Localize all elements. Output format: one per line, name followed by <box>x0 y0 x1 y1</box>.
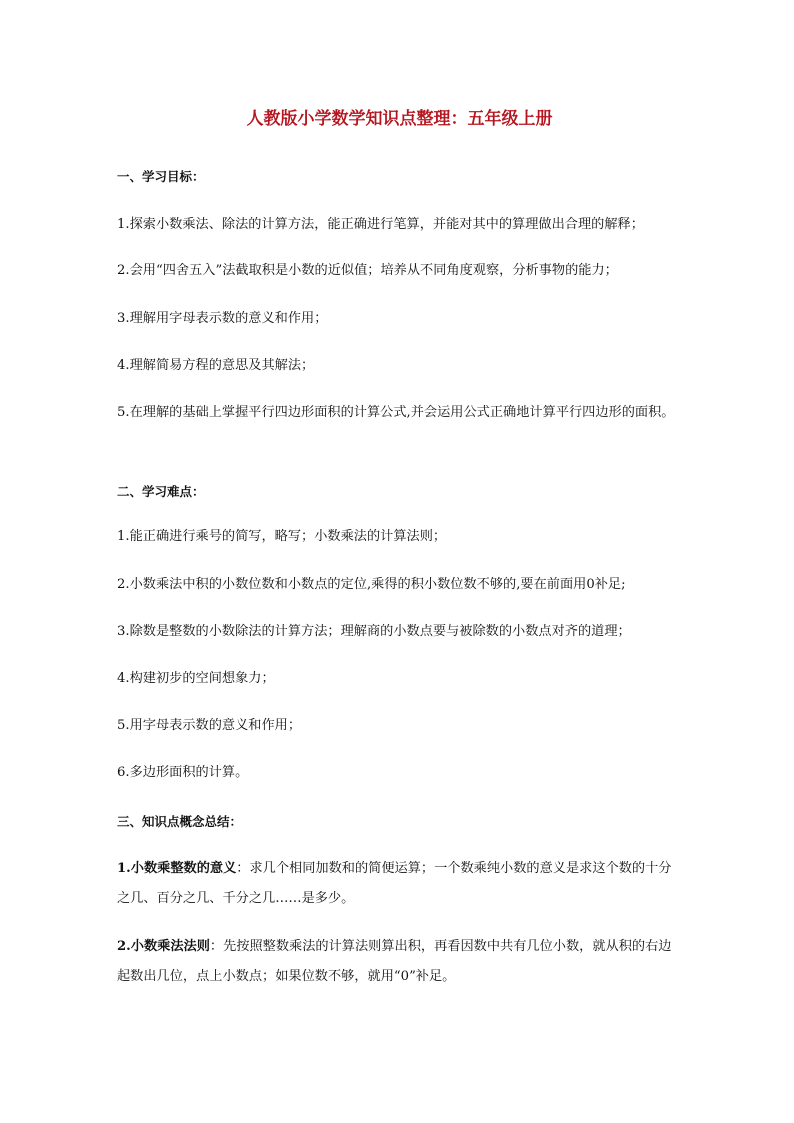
goal-item-1: 1.探索小数乘法、除法的计算方法，能正确进行笔算，并能对其中的算理做出合理的解释； <box>117 217 644 232</box>
difficulty-item-3: 3.除数是整数的小数除法的计算方法；理解商的小数点要与被除数的小数点对齐的道理； <box>117 624 631 639</box>
section-heading-difficulties: 二、学习难点： <box>117 484 205 499</box>
goal-item-2: 2.会用“四舍五入”法截取积是小数的近似值；培养从不同角度观察，分析事物的能力； <box>117 263 618 278</box>
difficulty-item-2: 2.小数乘法中积的小数位数和小数点的定位,乘得的积小数位数不够的,要在前面用0补足; <box>117 577 626 592</box>
section-heading-concepts: 三、知识点概念总结： <box>117 814 243 829</box>
section-heading-goals: 一、学习目标： <box>117 169 205 184</box>
difficulty-item-1: 1.能正确进行乘号的简写，略写；小数乘法的计算法则； <box>117 529 447 544</box>
concept-item-2 <box>117 932 677 992</box>
concept-term: 1.小数乘整数的意义 <box>117 861 237 876</box>
goal-item-4: 4.理解简易方程的意思及其解法； <box>117 358 315 373</box>
goal-item-3: 3.理解用字母表示数的意义和作用； <box>117 311 328 326</box>
concept-item-1 <box>117 854 677 914</box>
concept-text: ：先按照整数乘法的计算法则算出积，再看因数中共有几位小数，就从积的右边起数出几位，点上小数点；如果位数不够，就用“0”补足。 <box>117 939 672 984</box>
concept-term: 2.小数乘法法则 <box>117 939 210 954</box>
document-title: 人教版小学数学知识点整理：五年级上册 <box>246 109 553 129</box>
difficulty-item-6: 6.多边形面积的计算。 <box>117 765 249 780</box>
difficulty-item-4: 4.构建初步的空间想象力； <box>117 671 275 686</box>
goal-item-5: 5.在理解的基础上掌握平行四边形面积的计算公式,并会运用公式正确地计算平行四边形的面积。 <box>117 405 675 420</box>
difficulty-item-5: 5.用字母表示数的意义和作用； <box>117 718 302 733</box>
concept-text: ：求几个相同加数和的简便运算；一个数乘纯小数的意义是求这个数的十分之几、百分之几、千分之几……是多少。 <box>117 861 672 906</box>
